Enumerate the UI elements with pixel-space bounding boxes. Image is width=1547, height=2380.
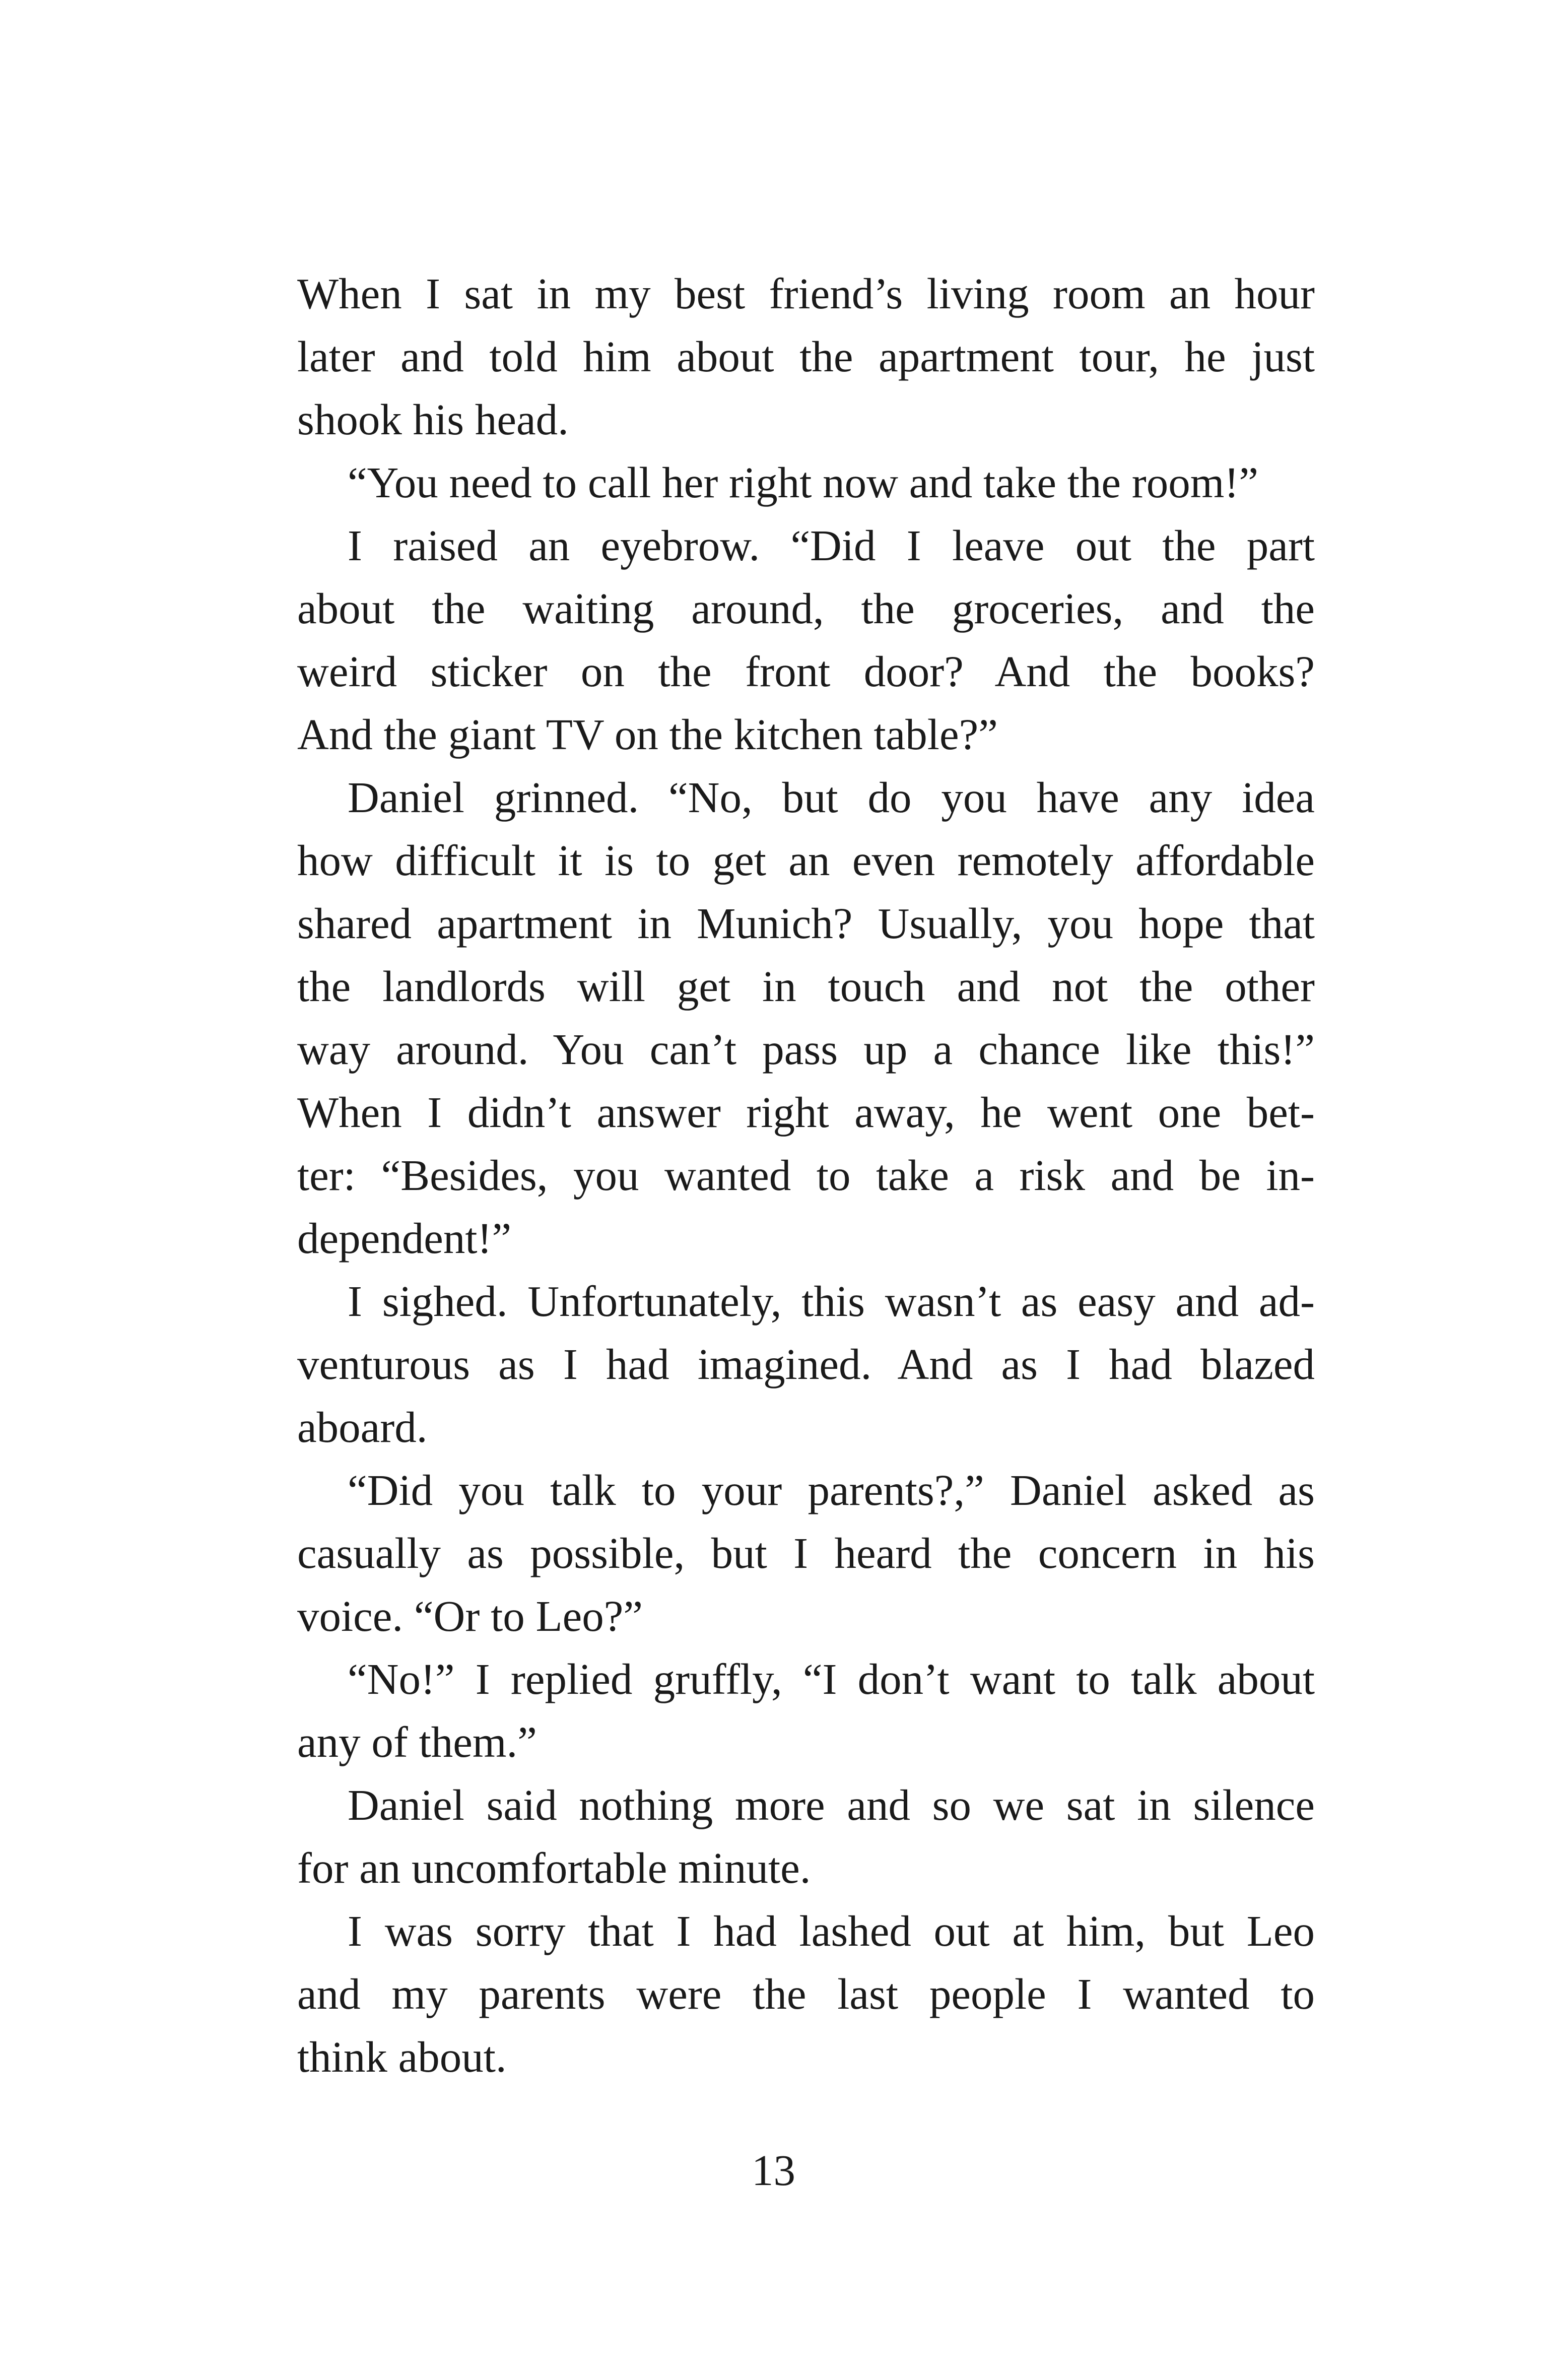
text-line: Daniel said nothing more and so we sat in silence (348, 1780, 1315, 1829)
body-text (297, 262, 1315, 2088)
text-line: the landlords will get in touch and not the other (297, 962, 1315, 1011)
text-line: way around. You can’t pass up a chance like this!” (297, 1025, 1315, 1074)
text-line: “No!” I replied gruffly, “I don’t want to talk about (348, 1655, 1315, 1703)
text-line: “Did you talk to your parents?,” Daniel asked as (348, 1466, 1315, 1514)
text-line: voice. “Or to Leo?” (297, 1592, 643, 1640)
text-line: dependent!” (297, 1214, 512, 1263)
text-line: think about. (297, 2032, 507, 2081)
text-line: how difficult it is to get an even remotely affordable (297, 836, 1315, 885)
text-line: later and told him about the apartment tour, he just (297, 332, 1315, 381)
page-number: 13 (752, 2146, 795, 2195)
text-line: When I sat in my best friend’s living room an hour (297, 269, 1315, 318)
text-line: I sighed. Unfortunately, this wasn’t as easy and ad- (348, 1277, 1315, 1326)
text-line: “You need to call her right now and take the room!” (348, 458, 1258, 507)
text-line: about the waiting around, the groceries, and the (297, 584, 1315, 633)
text-line: for an uncomfortable minute. (297, 1843, 811, 1892)
text-line: ter: “Besides, you wanted to take a risk and be in- (297, 1151, 1315, 1200)
text-line: aboard. (297, 1403, 428, 1451)
text-line: venturous as I had imagined. And as I had blazed (297, 1340, 1315, 1389)
text-line: shook his head. (297, 395, 569, 444)
text-line: any of them.” (297, 1717, 537, 1766)
text-line: weird sticker on the front door? And the books? (297, 647, 1315, 696)
text-line: casually as possible, but I heard the concern in his (297, 1529, 1315, 1577)
text-line: And the giant TV on the kitchen table?” (297, 710, 998, 759)
text-line: I raised an eyebrow. “Did I leave out the part (348, 521, 1315, 570)
text-line: and my parents were the last people I wanted to (297, 1969, 1315, 2018)
text-line: Daniel grinned. “No, but do you have any idea (348, 773, 1315, 822)
text-line: When I didn’t answer right away, he went one bet- (297, 1088, 1315, 1137)
text-line: shared apartment in Munich? Usually, you hope that (297, 899, 1315, 948)
text-line: I was sorry that I had lashed out at him, but Leo (348, 1906, 1315, 1955)
